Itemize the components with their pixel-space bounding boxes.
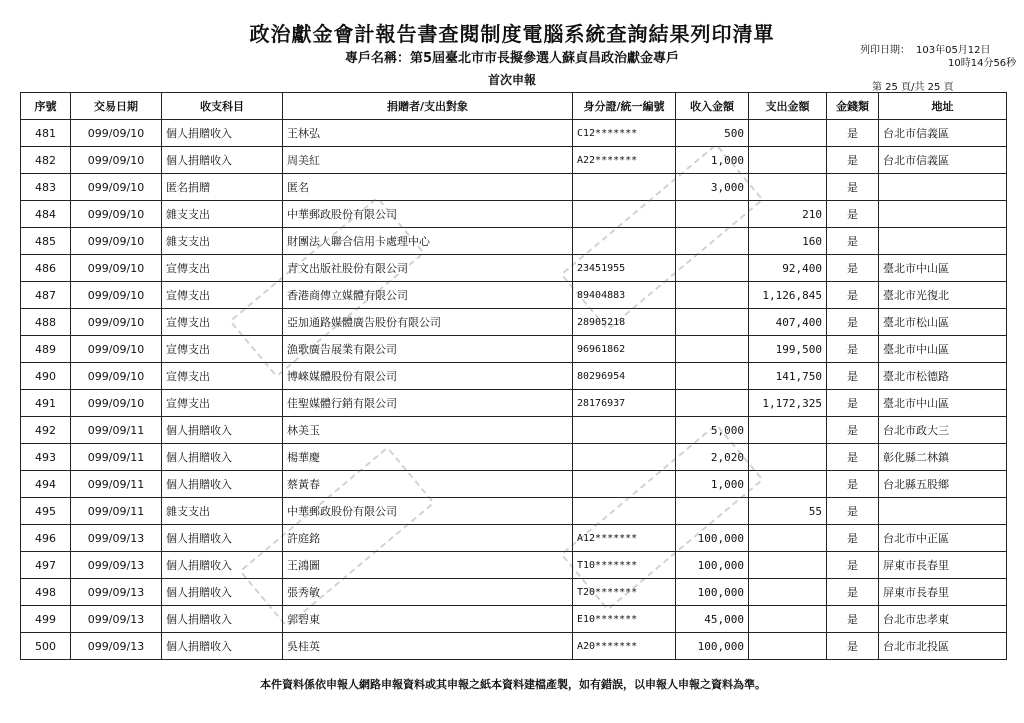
cell-category: 雜支支出	[162, 498, 283, 525]
cell-category: 宣傳支出	[162, 282, 283, 309]
cell-cash: 是	[827, 201, 879, 228]
cell-address: 屏東市長春里	[879, 579, 1007, 606]
cell-address: 台北市忠孝東	[879, 606, 1007, 633]
table-header-row	[21, 93, 1007, 120]
cell-category: 個人捐贈收入	[162, 552, 283, 579]
cell-party: 中華郵政股份有限公司	[283, 201, 573, 228]
cell-address: 臺北市松德路	[879, 363, 1007, 390]
cell-id: 96961862	[573, 336, 676, 363]
cell-cash: 是	[827, 120, 879, 147]
cell-expense: 1,172,325	[749, 390, 827, 417]
cell-party: 中華郵政股份有限公司	[283, 498, 573, 525]
cell-date: 099/09/10	[71, 147, 162, 174]
cell-expense	[749, 579, 827, 606]
cell-category: 個人捐贈收入	[162, 147, 283, 174]
cell-no: 488	[21, 309, 71, 336]
cell-cash: 是	[827, 363, 879, 390]
cell-income: 1,000	[676, 471, 749, 498]
cell-no: 497	[21, 552, 71, 579]
cell-income	[676, 201, 749, 228]
cell-expense: 141,750	[749, 363, 827, 390]
cell-no: 487	[21, 282, 71, 309]
account-name: 專戶名稱：第5屆臺北市市長擬參選人蘇貞昌政治獻金專戶	[344, 51, 680, 66]
table-row	[21, 255, 1007, 282]
cell-expense	[749, 633, 827, 660]
cell-address	[879, 228, 1007, 255]
cell-income	[676, 309, 749, 336]
cell-no: 494	[21, 471, 71, 498]
cell-date: 099/09/10	[71, 390, 162, 417]
cell-address: 臺北市中山區	[879, 336, 1007, 363]
cell-income	[676, 363, 749, 390]
cell-id: 28905218	[573, 309, 676, 336]
cell-income: 100,000	[676, 633, 749, 660]
cell-no: 490	[21, 363, 71, 390]
cell-party: 郭碧東	[283, 606, 573, 633]
cell-no: 484	[21, 201, 71, 228]
cell-expense	[749, 552, 827, 579]
cell-party: 王鴻圖	[283, 552, 573, 579]
cell-date: 099/09/11	[71, 444, 162, 471]
cell-address: 台北縣五股鄉	[879, 471, 1007, 498]
cell-income: 100,000	[676, 579, 749, 606]
cell-date: 099/09/10	[71, 228, 162, 255]
print-date-label: 列印日期：	[860, 45, 910, 56]
cell-address	[879, 498, 1007, 525]
cell-date: 099/09/10	[71, 174, 162, 201]
cell-party: 周美紅	[283, 147, 573, 174]
cell-category: 宣傳支出	[162, 309, 283, 336]
cell-address: 彰化縣二林鎮	[879, 444, 1007, 471]
cell-expense	[749, 120, 827, 147]
cell-category: 宣傳支出	[162, 336, 283, 363]
cell-date: 099/09/13	[71, 633, 162, 660]
col-header-address: 地址	[879, 93, 1007, 120]
cell-date: 099/09/10	[71, 336, 162, 363]
cell-id	[573, 444, 676, 471]
cell-party: 許庭銘	[283, 525, 573, 552]
transaction-table	[20, 92, 1007, 660]
cell-no: 483	[21, 174, 71, 201]
cell-address: 臺北市中山區	[879, 255, 1007, 282]
cell-party: 張秀敏	[283, 579, 573, 606]
cell-date: 099/09/11	[71, 471, 162, 498]
cell-no: 482	[21, 147, 71, 174]
cell-income: 500	[676, 120, 749, 147]
cell-party: 匿名	[283, 174, 573, 201]
cell-cash: 是	[827, 282, 879, 309]
table-row	[21, 201, 1007, 228]
cell-no: 496	[21, 525, 71, 552]
cell-address: 台北市北投區	[879, 633, 1007, 660]
cell-address: 台北市政大三	[879, 417, 1007, 444]
cell-date: 099/09/10	[71, 309, 162, 336]
cell-date: 099/09/10	[71, 363, 162, 390]
cell-party: 楊華慶	[283, 444, 573, 471]
cell-party: 蔡黃春	[283, 471, 573, 498]
col-header-party: 捐贈者/支出對象	[283, 93, 573, 120]
cell-income	[676, 498, 749, 525]
cell-category: 個人捐贈收入	[162, 606, 283, 633]
cell-category: 個人捐贈收入	[162, 471, 283, 498]
cell-date: 099/09/13	[71, 579, 162, 606]
cell-address: 屏東市長春里	[879, 552, 1007, 579]
cell-address	[879, 174, 1007, 201]
cell-id: E10*******	[573, 606, 676, 633]
cell-cash: 是	[827, 228, 879, 255]
table-row	[21, 282, 1007, 309]
cell-date: 099/09/10	[71, 120, 162, 147]
cell-category: 個人捐贈收入	[162, 579, 283, 606]
cell-no: 489	[21, 336, 71, 363]
col-header-id: 身分證/統一編號	[573, 93, 676, 120]
cell-no: 491	[21, 390, 71, 417]
cell-expense	[749, 606, 827, 633]
cell-category: 匿名捐贈	[162, 174, 283, 201]
table-row	[21, 120, 1007, 147]
report-title: 政治獻金會計報告書查閱制度電腦系統查詢結果列印清單	[249, 22, 775, 46]
cell-id	[573, 498, 676, 525]
cell-income	[676, 390, 749, 417]
cell-category: 個人捐贈收入	[162, 525, 283, 552]
col-header-date: 交易日期	[71, 93, 162, 120]
table-row	[21, 336, 1007, 363]
cell-id	[573, 417, 676, 444]
cell-id	[573, 228, 676, 255]
cell-expense	[749, 525, 827, 552]
print-time: 10時14分56秒	[948, 58, 1017, 69]
cell-date: 099/09/13	[71, 552, 162, 579]
cell-id: 23451955	[573, 255, 676, 282]
cell-category: 宣傳支出	[162, 255, 283, 282]
cell-party: 王林弘	[283, 120, 573, 147]
cell-category: 宣傳支出	[162, 390, 283, 417]
cell-date: 099/09/13	[71, 525, 162, 552]
cell-cash: 是	[827, 525, 879, 552]
cell-date: 099/09/10	[71, 255, 162, 282]
cell-expense	[749, 417, 827, 444]
cell-expense: 199,500	[749, 336, 827, 363]
cell-party: 青文出版社股份有限公司	[283, 255, 573, 282]
cell-income: 100,000	[676, 552, 749, 579]
cell-cash: 是	[827, 417, 879, 444]
cell-no: 485	[21, 228, 71, 255]
cell-category: 個人捐贈收入	[162, 120, 283, 147]
table-row	[21, 498, 1007, 525]
cell-id: 80296954	[573, 363, 676, 390]
cell-expense	[749, 174, 827, 201]
cell-party: 佳聖媒體行銷有限公司	[283, 390, 573, 417]
cell-category: 個人捐贈收入	[162, 444, 283, 471]
cell-expense: 160	[749, 228, 827, 255]
cell-party: 林美玉	[283, 417, 573, 444]
cell-no: 500	[21, 633, 71, 660]
cell-no: 495	[21, 498, 71, 525]
cell-cash: 是	[827, 606, 879, 633]
table-row	[21, 417, 1007, 444]
cell-expense	[749, 471, 827, 498]
cell-date: 099/09/13	[71, 606, 162, 633]
cell-no: 486	[21, 255, 71, 282]
cell-address: 臺北市中山區	[879, 390, 1007, 417]
table-row	[21, 390, 1007, 417]
table-row	[21, 363, 1007, 390]
cell-id: 89404883	[573, 282, 676, 309]
table-row	[21, 174, 1007, 201]
cell-cash: 是	[827, 633, 879, 660]
cell-party: 吳桂英	[283, 633, 573, 660]
cell-cash: 是	[827, 579, 879, 606]
cell-income	[676, 228, 749, 255]
cell-cash: 是	[827, 309, 879, 336]
cell-id	[573, 201, 676, 228]
cell-category: 宣傳支出	[162, 363, 283, 390]
cell-expense: 92,400	[749, 255, 827, 282]
cell-address	[879, 201, 1007, 228]
cell-date: 099/09/11	[71, 417, 162, 444]
cell-expense: 1,126,845	[749, 282, 827, 309]
cell-cash: 是	[827, 147, 879, 174]
table-row	[21, 525, 1007, 552]
table-row	[21, 579, 1007, 606]
cell-address: 台北市信義區	[879, 147, 1007, 174]
table-row	[21, 471, 1007, 498]
cell-income	[676, 255, 749, 282]
filing-type: 首次申報	[487, 73, 536, 87]
print-date: 103年05月12日	[916, 45, 991, 56]
cell-id: A22*******	[573, 147, 676, 174]
col-header-no: 序號	[21, 93, 71, 120]
page-indicator: 第 25 頁/共 25 頁	[872, 82, 954, 93]
cell-id: A12*******	[573, 525, 676, 552]
cell-address: 臺北市松山區	[879, 309, 1007, 336]
cell-income: 45,000	[676, 606, 749, 633]
col-header-expense: 支出金額	[749, 93, 827, 120]
cell-no: 492	[21, 417, 71, 444]
cell-no: 481	[21, 120, 71, 147]
cell-id	[573, 471, 676, 498]
cell-id: 28176937	[573, 390, 676, 417]
cell-address: 台北市信義區	[879, 120, 1007, 147]
cell-income: 5,000	[676, 417, 749, 444]
table-row	[21, 552, 1007, 579]
cell-cash: 是	[827, 336, 879, 363]
table-row	[21, 444, 1007, 471]
cell-party: 亞加通路媒體廣告股份有限公司	[283, 309, 573, 336]
cell-cash: 是	[827, 552, 879, 579]
cell-category: 個人捐贈收入	[162, 417, 283, 444]
cell-id: T10*******	[573, 552, 676, 579]
col-header-cash: 金錢類	[827, 93, 879, 120]
cell-no: 493	[21, 444, 71, 471]
cell-income	[676, 336, 749, 363]
table-row	[21, 606, 1007, 633]
cell-address: 台北市中正區	[879, 525, 1007, 552]
cell-expense	[749, 444, 827, 471]
cell-expense: 55	[749, 498, 827, 525]
cell-party: 財團法人聯合信用卡處理中心	[283, 228, 573, 255]
cell-id: A20*******	[573, 633, 676, 660]
cell-category: 個人捐贈收入	[162, 633, 283, 660]
cell-expense: 407,400	[749, 309, 827, 336]
cell-party: 香港商傳立媒體有限公司	[283, 282, 573, 309]
cell-cash: 是	[827, 444, 879, 471]
print-datetime	[860, 44, 1016, 70]
cell-id: C12*******	[573, 120, 676, 147]
cell-income: 2,020	[676, 444, 749, 471]
col-header-income: 收入金額	[676, 93, 749, 120]
cell-expense: 210	[749, 201, 827, 228]
cell-id	[573, 174, 676, 201]
cell-date: 099/09/10	[71, 201, 162, 228]
cell-category: 雜支支出	[162, 228, 283, 255]
cell-expense	[749, 147, 827, 174]
cell-cash: 是	[827, 174, 879, 201]
cell-income: 100,000	[676, 525, 749, 552]
table-row	[21, 228, 1007, 255]
cell-cash: 是	[827, 390, 879, 417]
cell-id: T20*******	[573, 579, 676, 606]
cell-category: 雜支支出	[162, 201, 283, 228]
cell-party: 漁歌廣告展業有限公司	[283, 336, 573, 363]
table-row	[21, 633, 1007, 660]
cell-income	[676, 282, 749, 309]
cell-no: 498	[21, 579, 71, 606]
cell-address: 臺北市光復北	[879, 282, 1007, 309]
cell-cash: 是	[827, 471, 879, 498]
cell-no: 499	[21, 606, 71, 633]
table-row	[21, 309, 1007, 336]
cell-income: 1,000	[676, 147, 749, 174]
footer-note: 本件資料係依申報人網路申報資料或其申報之紙本資料建檔產製，如有錯誤，以申報人申報之資料為準。	[260, 678, 766, 691]
cell-cash: 是	[827, 498, 879, 525]
cell-cash: 是	[827, 255, 879, 282]
cell-date: 099/09/11	[71, 498, 162, 525]
cell-date: 099/09/10	[71, 282, 162, 309]
table-row	[21, 147, 1007, 174]
col-header-category: 收支科目	[162, 93, 283, 120]
cell-income: 3,000	[676, 174, 749, 201]
cell-party: 博崍媒體股份有限公司	[283, 363, 573, 390]
